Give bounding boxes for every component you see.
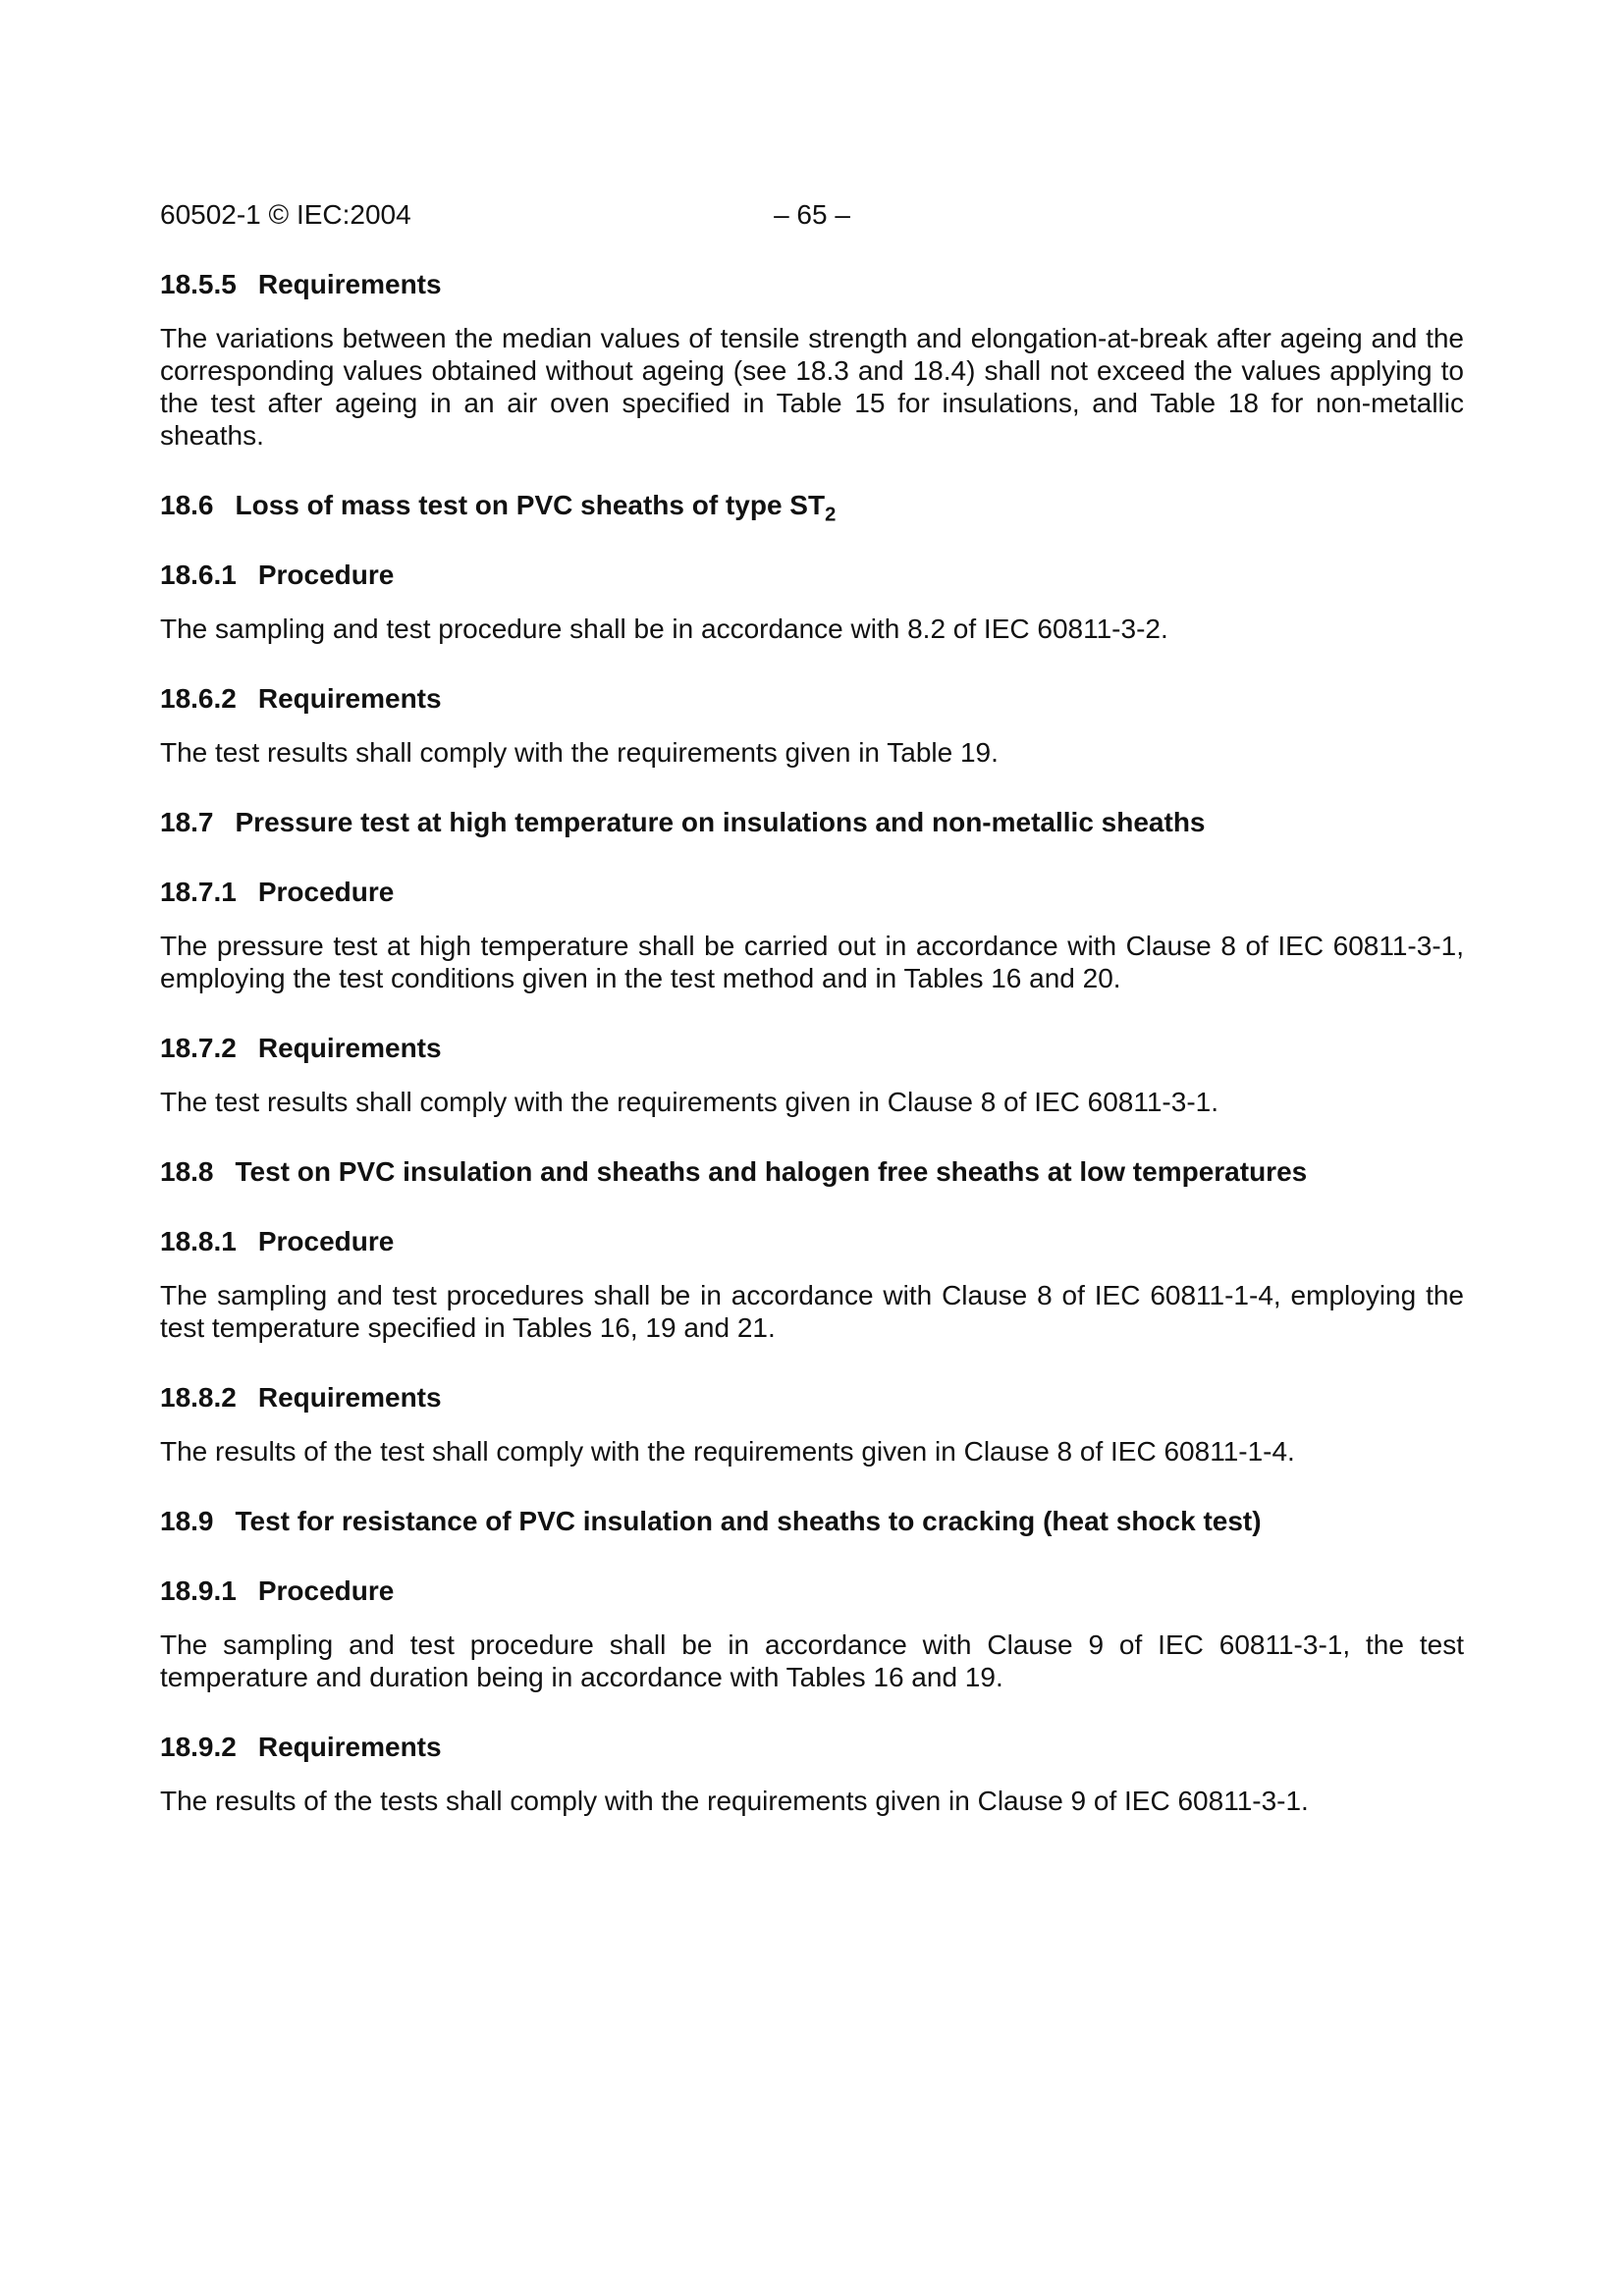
section-heading-18-6 bbox=[160, 489, 1464, 526]
section-heading-18-9-2 bbox=[160, 1731, 1464, 1763]
section-title: Requirements bbox=[257, 1732, 442, 1762]
section-heading-18-8 bbox=[160, 1155, 1464, 1188]
paragraph-18-9-2: The results of the tests shall comply with the requirements given in Clause 9 of IEC 60811-3-1. bbox=[160, 1786, 1309, 1816]
section-number: 18.8 bbox=[160, 1156, 214, 1187]
section-number: 18.9.2 bbox=[160, 1732, 237, 1762]
section-number: 18.5.5 bbox=[160, 269, 237, 299]
section-heading-18-8-1 bbox=[160, 1225, 1464, 1257]
section-heading-18-8-2 bbox=[160, 1381, 1464, 1414]
section-heading-18-7 bbox=[160, 806, 1464, 838]
doc-reference: 60502-1 © IEC:2004 bbox=[160, 199, 411, 230]
section-title: Requirements bbox=[257, 269, 442, 299]
page-header bbox=[160, 198, 1464, 231]
section-title: Procedure bbox=[257, 1575, 395, 1606]
section-title: Pressure test at high temperature on insulations and non-metallic sheaths bbox=[235, 807, 1206, 837]
document-content bbox=[160, 268, 1464, 1817]
section-number: 18.9 bbox=[160, 1506, 214, 1536]
section-heading-18-9 bbox=[160, 1505, 1464, 1537]
section-number: 18.6.2 bbox=[160, 683, 237, 714]
section-title: Procedure bbox=[257, 877, 395, 907]
paragraph-18-7-1: The pressure test at high temperature shall be carried out in accordance with Clause 8 of IEC 60811-3-1, employing the test conditions given in the test method and in Tables 16 and 20. bbox=[160, 931, 1464, 993]
paragraph-18-7-2: The test results shall comply with the requirements given in Clause 8 of IEC 60811-3-1. bbox=[160, 1087, 1218, 1117]
section-heading-18-5-5 bbox=[160, 268, 1464, 300]
section-title: Requirements bbox=[257, 683, 442, 714]
section-title: Test for resistance of PVC insulation and sheaths to cracking (heat shock test) bbox=[235, 1506, 1262, 1536]
section-heading-18-7-2 bbox=[160, 1032, 1464, 1064]
section-number: 18.6.1 bbox=[160, 560, 237, 590]
section-title: Requirements bbox=[257, 1382, 442, 1413]
page-number: – 65 – bbox=[774, 199, 850, 230]
section-number: 18.6 bbox=[160, 490, 214, 520]
paragraph-18-9-1: The sampling and test procedure shall be in accordance with Clause 9 of IEC 60811-3-1, the test temperature and duration being in accordance with Tables 16 and 19. bbox=[160, 1629, 1464, 1692]
section-title bbox=[235, 489, 1465, 526]
section-heading-18-7-1 bbox=[160, 876, 1464, 908]
section-number: 18.7.1 bbox=[160, 877, 237, 907]
section-heading-18-6-2 bbox=[160, 682, 1464, 715]
paragraph-18-6-2: The test results shall comply with the requirements given in Table 19. bbox=[160, 737, 999, 768]
paragraph-18-8-2: The results of the test shall comply with the requirements given in Clause 8 of IEC 60811-1-4. bbox=[160, 1436, 1295, 1467]
paragraph-18-5-5: The variations between the median values of tensile strength and elongation-at-break after ageing and the corresponding values obtained without ageing (see 18.3 and 18.4) shall not exceed the values applying to the test after ageing in an air oven specified in Table 15 for insulations, and Table 18 for non-metallic sheaths. bbox=[160, 323, 1464, 451]
section-number: 18.7 bbox=[160, 807, 214, 837]
section-heading-18-6-1 bbox=[160, 559, 1464, 591]
paragraph-18-6-1: The sampling and test procedure shall be in accordance with 8.2 of IEC 60811-3-2. bbox=[160, 614, 1168, 644]
section-title: Test on PVC insulation and sheaths and halogen free sheaths at low temperatures bbox=[235, 1156, 1308, 1187]
section-title: Procedure bbox=[257, 1226, 395, 1256]
section-title: Requirements bbox=[257, 1033, 442, 1063]
section-heading-18-9-1 bbox=[160, 1575, 1464, 1607]
section-number: 18.8.1 bbox=[160, 1226, 237, 1256]
section-number: 18.7.2 bbox=[160, 1033, 237, 1063]
section-title-text: Loss of mass test on PVC sheaths of type ST bbox=[235, 490, 826, 520]
section-number: 18.8.2 bbox=[160, 1382, 237, 1413]
section-title: Procedure bbox=[257, 560, 395, 590]
paragraph-18-8-1: The sampling and test procedures shall be in accordance with Clause 8 of IEC 60811-1-4, employing the test temperature specified in Tables 16, 19 and 21. bbox=[160, 1280, 1464, 1343]
section-title-subscript: 2 bbox=[825, 504, 837, 526]
section-number: 18.9.1 bbox=[160, 1575, 237, 1606]
